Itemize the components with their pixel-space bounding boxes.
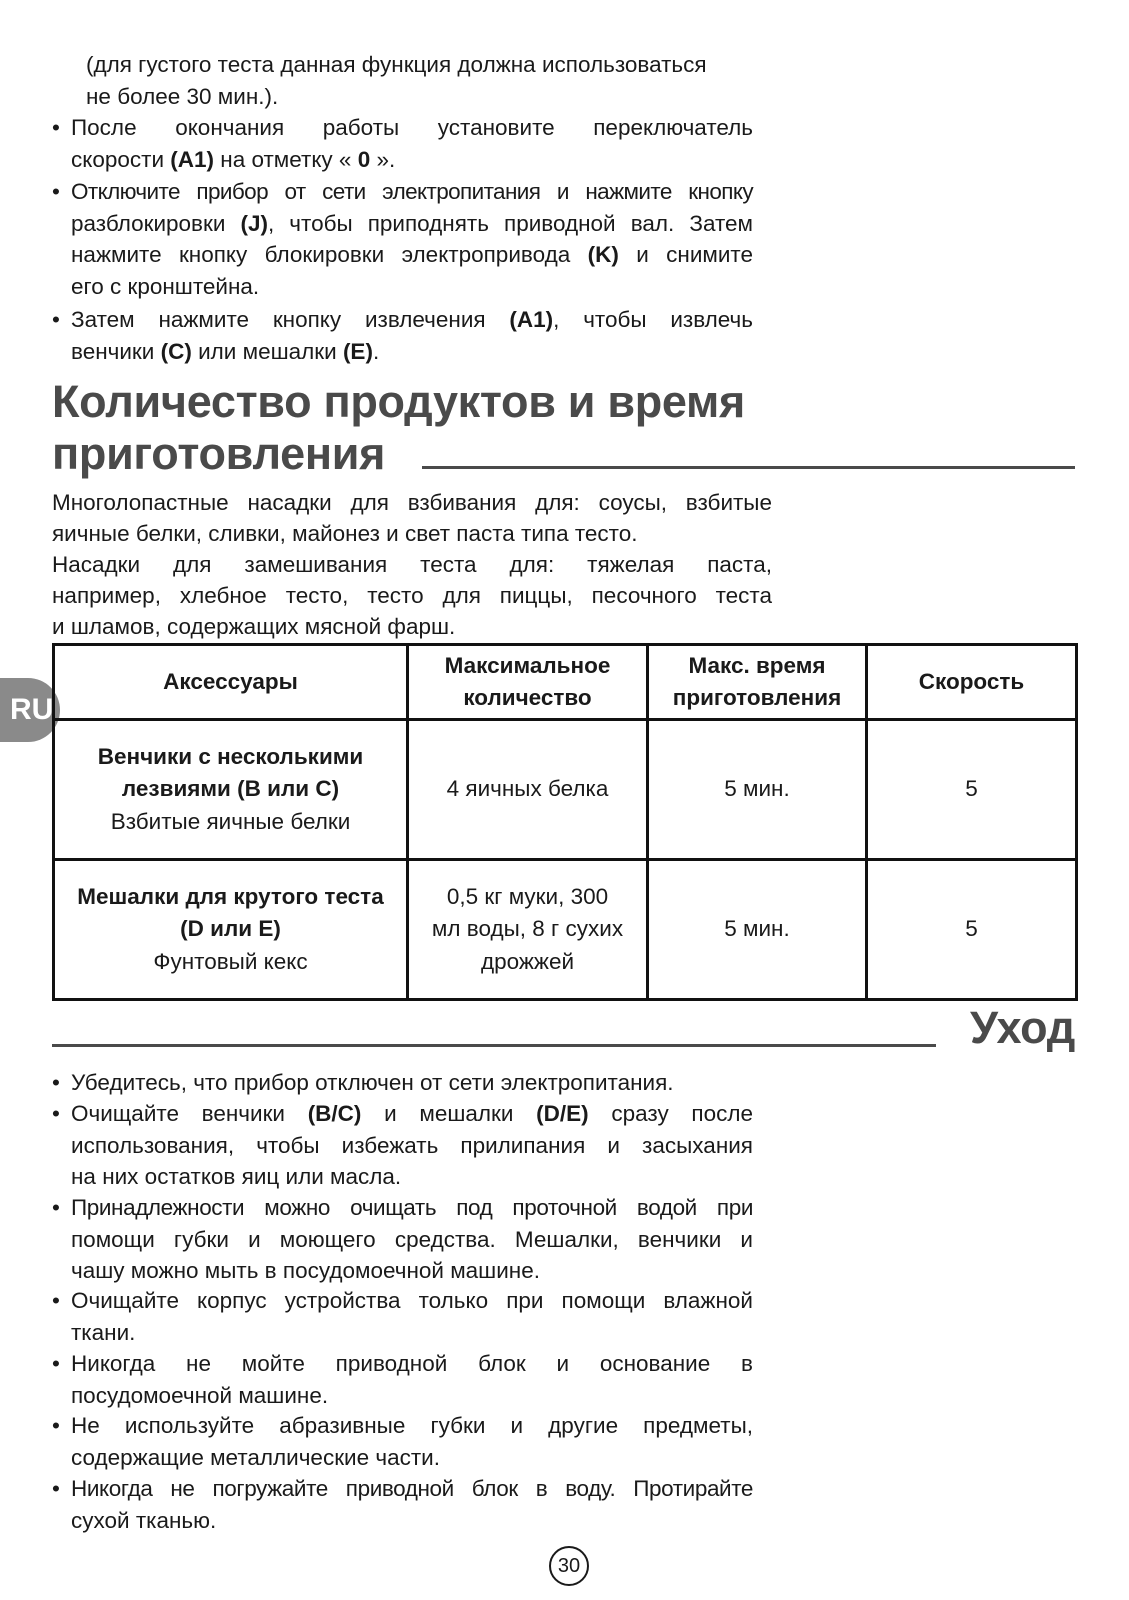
header-max-quantity: Максимальное количество	[408, 645, 648, 720]
care-bullet-6-line-2: содержащие металлические части.	[71, 1444, 440, 1470]
intro-bullet-3-line-1: Затем нажмите кнопку извлечения (A1), чтобы извлечь	[71, 307, 754, 332]
care-title: Уход	[969, 1002, 1075, 1053]
intro-bullet-1	[52, 112, 753, 175]
care-bullet-5	[52, 1348, 753, 1411]
section-title-line-2: приготовления	[52, 428, 386, 479]
intro-bullet-2-line-4: его с кронштейна.	[71, 273, 260, 299]
care-bullet-3-line-1: Принадлежности можно очищать под проточной водой при	[71, 1195, 753, 1220]
cell-accessory: Мешалки для крутого теста (D или E) Фунтовый кекс	[54, 860, 408, 1000]
care-bullet-2-line-1: Очищайте венчики (B/C) и мешалки (D/E) сразу после	[71, 1101, 753, 1126]
bullet-icon: •	[52, 1288, 60, 1313]
care-bullet-3	[52, 1192, 753, 1287]
cell-time: 5 мин.	[648, 860, 867, 1000]
bullet-icon: •	[52, 1476, 60, 1501]
care-bullet-7-line-1: Никогда не погружайте приводной блок в воду. Протирайте	[71, 1476, 753, 1501]
language-tab-label: RU	[10, 693, 54, 726]
bullet-icon: •	[52, 1101, 60, 1126]
intro-bullet-1-line-2: скорости (A1) на отметку « 0 ».	[71, 146, 396, 172]
care-bullet-5-line-1: Никогда не мойте приводной блок и основание в	[71, 1351, 753, 1376]
cell-speed: 5	[867, 860, 1077, 1000]
bullet-icon: •	[52, 1413, 60, 1438]
table-row	[54, 860, 1077, 1000]
bullet-icon: •	[52, 307, 60, 332]
header-max-time: Макс. время приготовления	[648, 645, 867, 720]
care-bullet-4-line-1: Очищайте корпус устройства только при помощи влажной	[71, 1288, 753, 1313]
care-bullet-5-line-2: посудомоечной машине.	[71, 1382, 329, 1408]
section-title-rule	[422, 466, 1075, 469]
table-header-row	[54, 645, 1077, 720]
cell-quantity: 4 яичных белка	[408, 720, 648, 860]
cell-speed: 5	[867, 720, 1077, 860]
intro-bullet-2-line-2: разблокировки (J), чтобы приподнять приводной вал. Затем	[71, 210, 753, 236]
cell-quantity: 0,5 кг муки, 300 мл воды, 8 г сухих дрожжей	[408, 860, 648, 1000]
intro-bullet-2-line-1: Отключите прибор от сети электропитания и нажмите кнопку	[71, 179, 753, 204]
intro-bullet-3	[52, 304, 754, 367]
care-bullet-2	[52, 1098, 753, 1193]
care-bullet-6-line-1: Не используйте абразивные губки и другие предметы,	[71, 1413, 753, 1438]
intro-paragraph-2-line-1: Насадки для замешивания теста для: тяжелая паста,	[52, 552, 772, 577]
quantity-time-table	[52, 643, 1078, 1001]
care-bullet-3-line-3: чашу можно мыть в посудомоечной машине.	[71, 1258, 540, 1283]
care-bullet-1	[52, 1067, 753, 1099]
intro-bullet-2	[52, 176, 754, 302]
header-speed: Скорость	[867, 645, 1077, 720]
intro-bullet-3-line-2: венчики (C) или мешалки (E).	[71, 338, 380, 364]
care-bullet-6	[52, 1410, 753, 1473]
bullet-icon: •	[52, 1070, 60, 1095]
care-bullet-4	[52, 1285, 753, 1348]
bullet-icon: •	[52, 115, 60, 140]
intro-line-1: (для густого теста данная функция должна использоваться	[86, 52, 707, 77]
language-tab	[0, 678, 60, 742]
intro-bullet-1-line-1: После окончания работы установите переключатель	[71, 115, 753, 140]
cell-accessory: Венчики с несколькими лезвиями (B или C) Взбитые яичные белки	[54, 720, 408, 860]
cell-time: 5 мин.	[648, 720, 867, 860]
bullet-icon: •	[52, 1351, 60, 1376]
care-title-rule	[52, 1044, 936, 1047]
intro-paragraph-2-line-3: и шламов, содержащих мясной фарш.	[52, 614, 456, 639]
section-title-line-1: Количество продуктов и время	[52, 376, 745, 427]
table-row	[54, 720, 1077, 860]
care-bullet-7-line-2: сухой тканью.	[71, 1507, 217, 1533]
intro-line-2: не более 30 мин.).	[86, 84, 279, 109]
care-bullet-2-line-3: на них остатков яиц или масла.	[71, 1164, 402, 1189]
bullet-icon: •	[52, 179, 60, 204]
care-bullet-2-line-2: использования, чтобы избежать прилипания и засыхания	[71, 1132, 753, 1158]
intro-paragraph-1-line-1: Многолопастные насадки для взбивания для: соусы, взбитые	[52, 490, 772, 515]
intro-paragraph-1-line-2: яичные белки, сливки, майонез и свет паста типа тесто.	[52, 521, 638, 546]
intro-bullet-2-line-3: нажмите кнопку блокировки электропривода (K) и снимите	[71, 242, 754, 267]
care-bullet-3-line-2: помощи губки и моющего средства. Мешалки, венчики и	[71, 1226, 753, 1252]
bullet-icon: •	[52, 1195, 60, 1220]
care-bullet-4-line-2: ткани.	[71, 1319, 136, 1345]
page-number: 30	[549, 1546, 589, 1586]
header-accessories: Аксессуары	[54, 645, 408, 720]
care-bullet-7	[52, 1473, 753, 1536]
care-bullet-1-line-1: Убедитесь, что прибор отключен от сети электропитания.	[71, 1070, 674, 1095]
intro-paragraph-2-line-2: например, хлебное тесто, тесто для пиццы, песочного теста	[52, 583, 772, 608]
